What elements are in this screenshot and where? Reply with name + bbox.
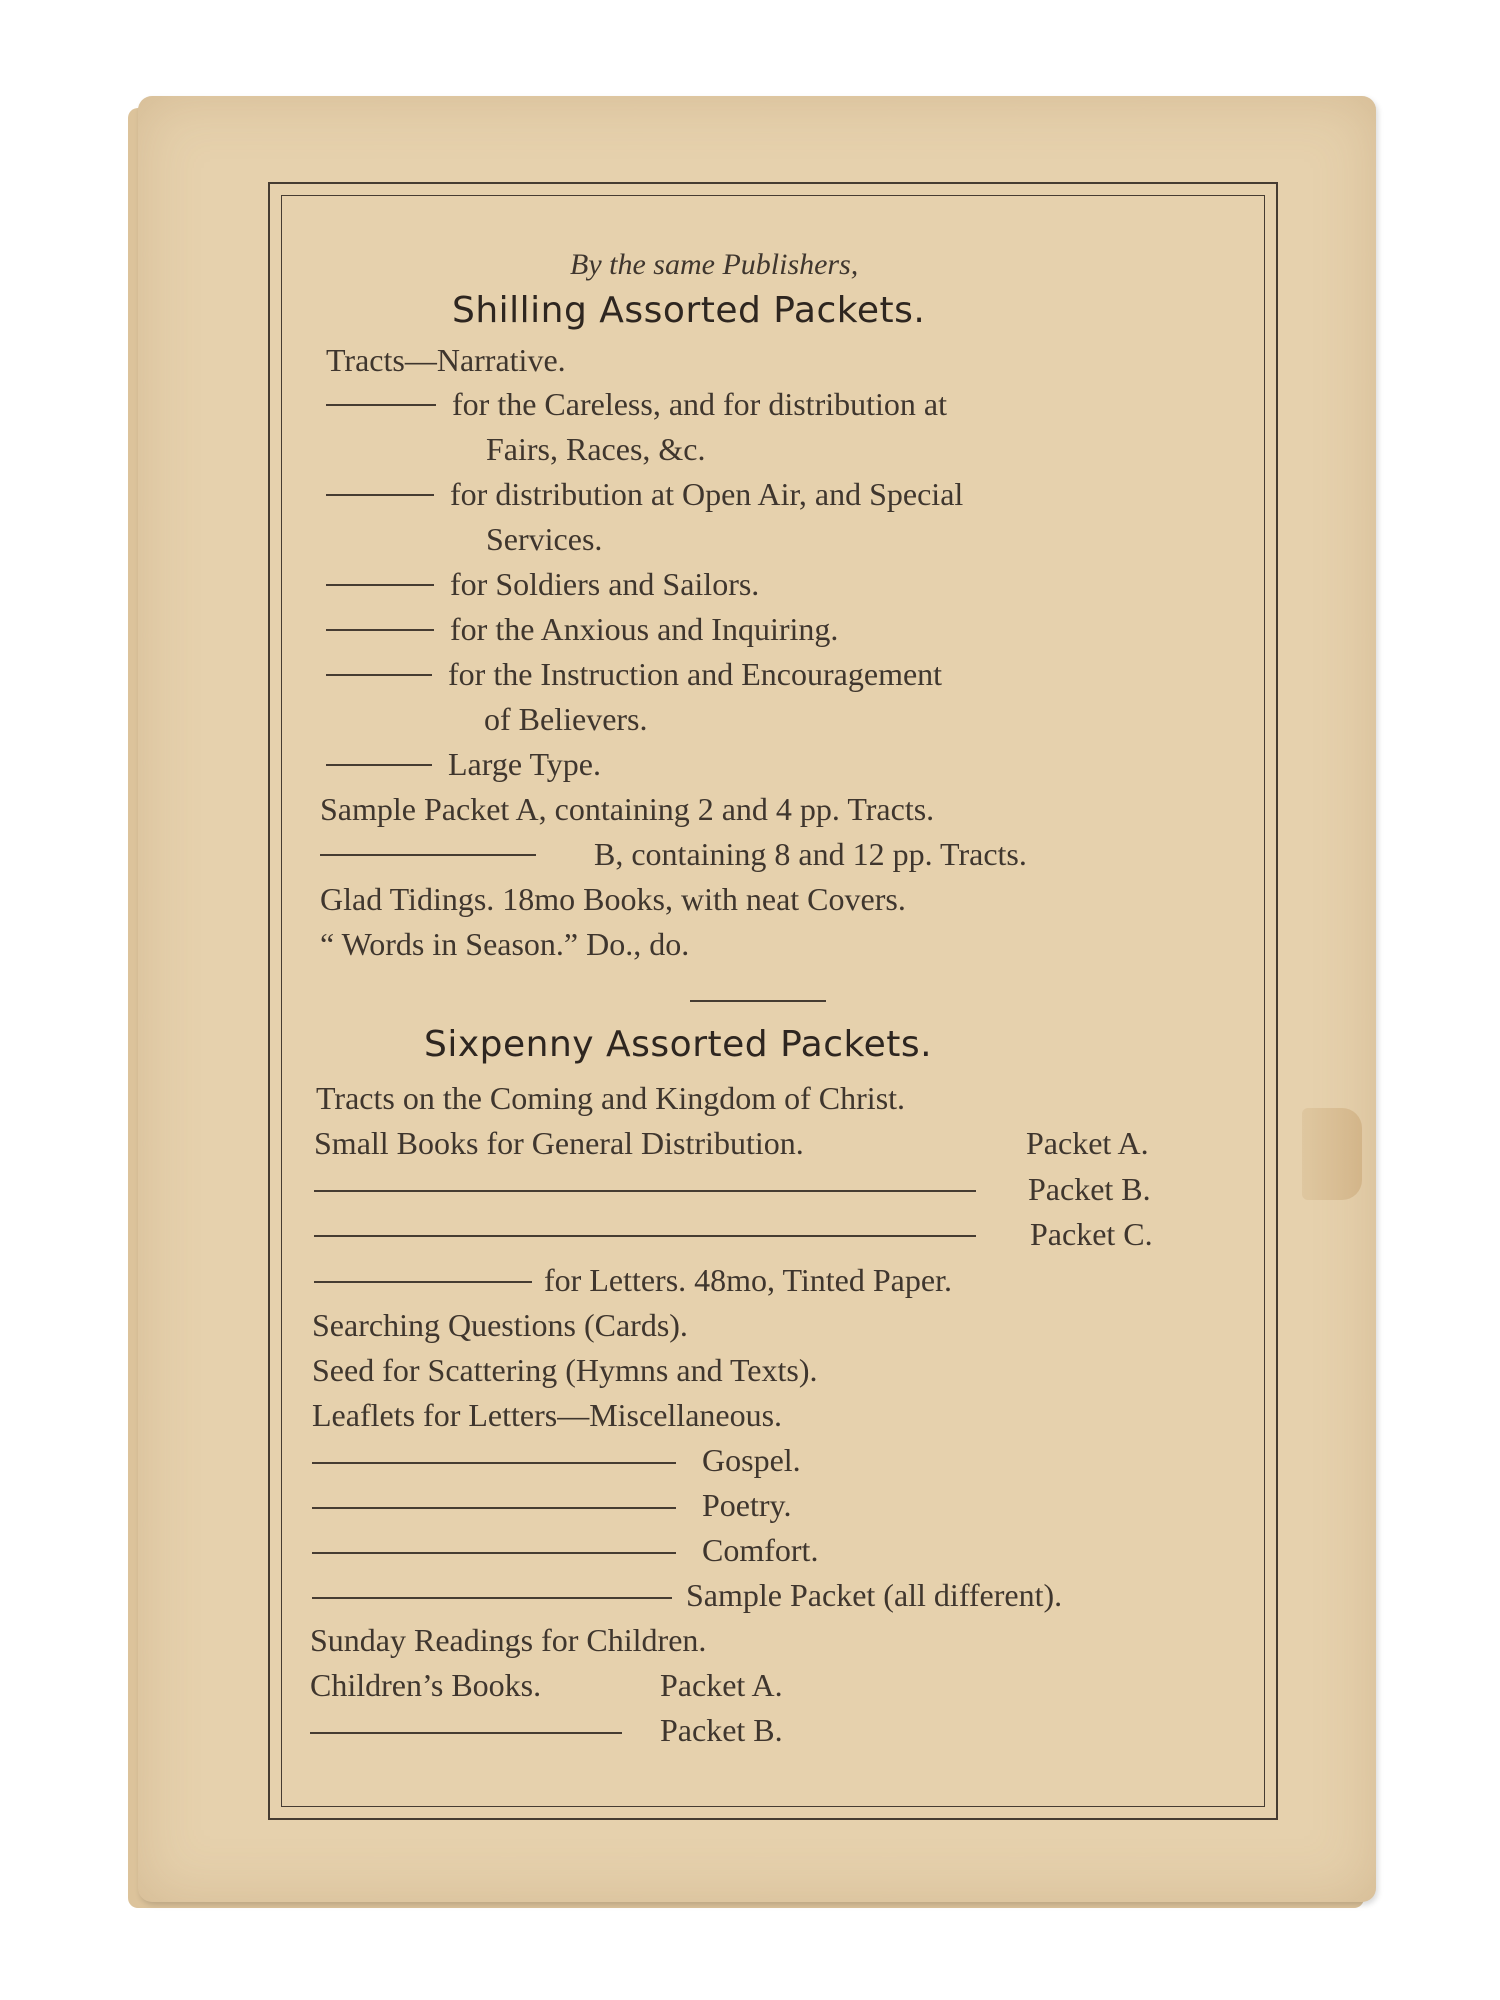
list-item: for the Anxious and Inquiring.	[450, 611, 839, 647]
list-item: for the Instruction and Encouragement	[448, 656, 943, 692]
ditto-dash	[326, 494, 434, 496]
packet-label: Packet A.	[660, 1667, 783, 1703]
ditto-dash	[320, 854, 536, 856]
ditto-dash	[314, 1190, 976, 1192]
packet-label: Packet B.	[1028, 1171, 1151, 1207]
list-item: Glad Tidings. 18mo Books, with neat Covers.	[320, 881, 906, 917]
list-item-continuation: of Believers.	[484, 701, 648, 737]
list-item: B, containing 8 and 12 pp. Tracts.	[594, 836, 1027, 872]
list-item-continuation: Services.	[486, 521, 603, 557]
section-divider	[690, 1000, 826, 1002]
shilling-heading: Shilling Assorted Packets.	[452, 290, 926, 331]
list-item: for Soldiers and Sailors.	[450, 566, 760, 602]
ditto-dash	[314, 1235, 976, 1237]
ditto-dash	[312, 1552, 676, 1554]
list-item: “ Words in Season.” Do., do.	[320, 926, 690, 962]
ditto-dash	[326, 629, 434, 631]
list-item: Tracts—Narrative.	[326, 342, 566, 378]
ditto-dash	[312, 1597, 672, 1599]
list-item: Searching Questions (Cards).	[312, 1307, 688, 1343]
list-item: Tracts on the Coming and Kingdom of Christ.	[316, 1080, 906, 1116]
packet-label: Packet B.	[660, 1712, 783, 1748]
list-item: Children’s Books.	[310, 1667, 542, 1703]
packet-label: Packet A.	[1026, 1125, 1149, 1161]
list-item: for the Careless, and for distribution at	[452, 386, 947, 422]
ditto-dash	[314, 1281, 532, 1283]
ditto-dash	[326, 404, 436, 406]
ditto-dash	[326, 674, 432, 676]
list-item: Sample Packet A, containing 2 and 4 pp. Tracts.	[320, 791, 935, 827]
ditto-dash	[310, 1732, 622, 1734]
list-item: Gospel.	[702, 1442, 801, 1478]
list-item: Sample Packet (all different).	[686, 1577, 1063, 1613]
sixpenny-heading: Sixpenny Assorted Packets.	[424, 1024, 933, 1065]
list-item-continuation: Fairs, Races, &c.	[486, 431, 706, 467]
list-item: for distribution at Open Air, and Special	[450, 476, 964, 512]
list-item: Comfort.	[702, 1532, 819, 1568]
ditto-dash	[326, 584, 434, 586]
list-item: Small Books for General Distribution.	[314, 1125, 804, 1161]
list-item: Large Type.	[448, 746, 601, 782]
list-item: Seed for Scattering (Hymns and Texts).	[312, 1352, 818, 1388]
list-item: for Letters. 48mo, Tinted Paper.	[544, 1262, 952, 1298]
publisher-line: By the same Publishers,	[570, 248, 859, 281]
list-item: Poetry.	[702, 1487, 792, 1523]
packet-label: Packet C.	[1030, 1216, 1153, 1252]
ditto-dash	[312, 1507, 676, 1509]
list-item: Leaflets for Letters—Miscellaneous.	[312, 1397, 783, 1433]
ditto-dash	[312, 1462, 676, 1464]
ditto-dash	[326, 764, 432, 766]
list-item: Sunday Readings for Children.	[310, 1622, 707, 1658]
